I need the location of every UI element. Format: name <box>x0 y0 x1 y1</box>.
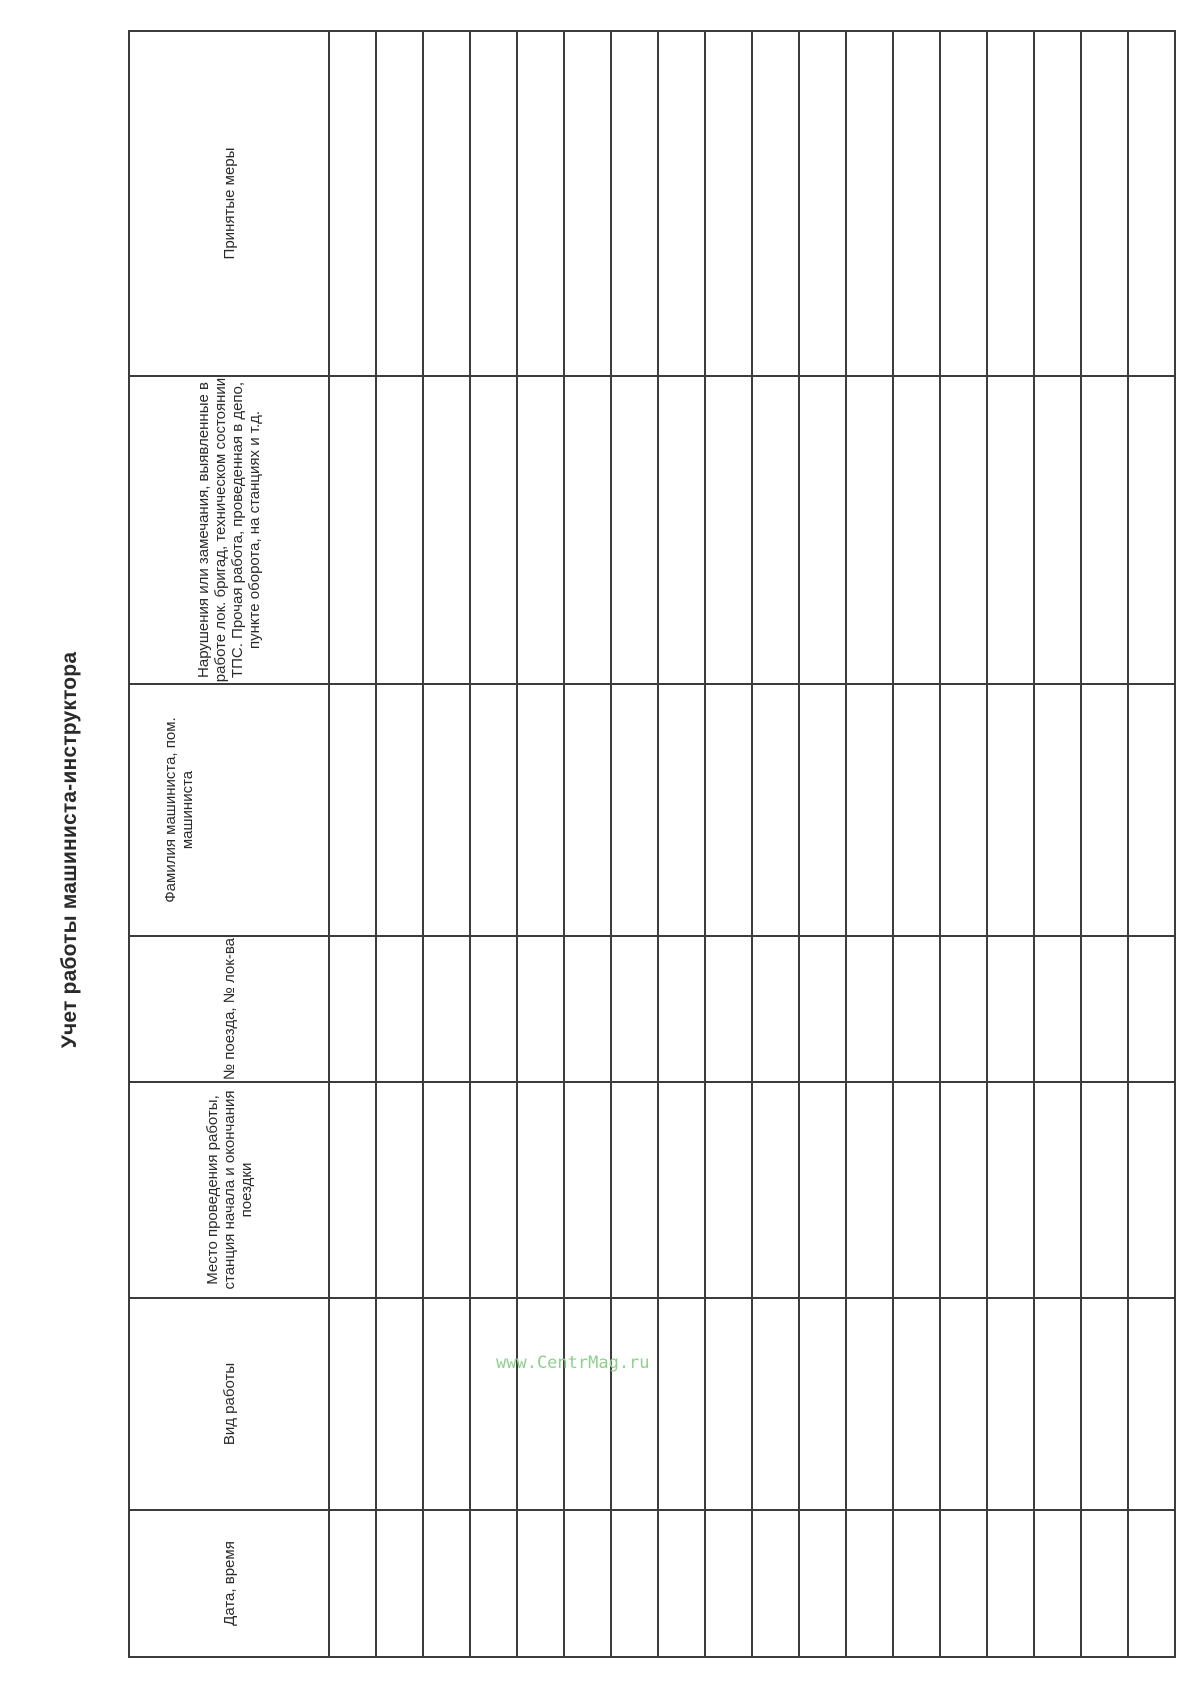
table-cell[interactable] <box>658 376 705 684</box>
table-row <box>940 31 987 1657</box>
table-cell[interactable] <box>752 376 799 684</box>
table-cell[interactable] <box>658 936 705 1082</box>
table-cell[interactable] <box>987 1298 1034 1510</box>
table-cell[interactable] <box>376 684 423 936</box>
table-cell[interactable] <box>1034 1510 1081 1657</box>
table-cell[interactable] <box>705 376 752 684</box>
table-cell[interactable] <box>846 31 893 376</box>
table-cell[interactable] <box>423 684 470 936</box>
table-cell[interactable] <box>611 31 658 376</box>
table-row <box>705 31 752 1657</box>
column-header-train-number: № поезда, № лок-ва <box>129 936 329 1082</box>
table-cell[interactable] <box>1034 1082 1081 1298</box>
table-cell[interactable] <box>846 1298 893 1510</box>
column-header-measures: Принятые меры <box>129 31 329 376</box>
table-row <box>893 31 940 1657</box>
column-header-work-type: Вид работы <box>129 1298 329 1510</box>
table-cell[interactable] <box>752 1298 799 1510</box>
table-cell[interactable] <box>705 1298 752 1510</box>
table-cell[interactable] <box>1081 1298 1128 1510</box>
table-cell[interactable] <box>329 936 376 1082</box>
table-row <box>517 31 564 1657</box>
table-cell[interactable] <box>564 1082 611 1298</box>
table-cell[interactable] <box>705 684 752 936</box>
table-cell[interactable] <box>846 1082 893 1298</box>
table-cell[interactable] <box>940 684 987 936</box>
table-cell[interactable] <box>470 376 517 684</box>
table-cell[interactable] <box>376 376 423 684</box>
table-cell[interactable] <box>423 1298 470 1510</box>
column-header-date-time: Дата, время <box>129 1510 329 1657</box>
table-cell[interactable] <box>611 1510 658 1657</box>
table-cell[interactable] <box>987 1082 1034 1298</box>
watermark: www.CentrMag.ru <box>496 1353 650 1373</box>
table-cell[interactable] <box>470 1510 517 1657</box>
table-cell[interactable] <box>1128 936 1175 1082</box>
table-cell[interactable] <box>987 376 1034 684</box>
table-cell[interactable] <box>329 684 376 936</box>
table-cell[interactable] <box>893 1298 940 1510</box>
table-cell[interactable] <box>517 31 564 376</box>
table-cell[interactable] <box>611 936 658 1082</box>
table-cell[interactable] <box>799 936 846 1082</box>
table-cell[interactable] <box>658 684 705 936</box>
table-row <box>658 31 705 1657</box>
table-cell[interactable] <box>470 1298 517 1510</box>
table-cell[interactable] <box>752 936 799 1082</box>
table-cell[interactable] <box>1128 376 1175 684</box>
table-cell[interactable] <box>517 684 564 936</box>
table-cell[interactable] <box>1081 936 1128 1082</box>
table-row <box>423 31 470 1657</box>
table-cell[interactable] <box>1128 684 1175 936</box>
table-cell[interactable] <box>376 1510 423 1657</box>
table-row <box>564 31 611 1657</box>
column-header-driver-name: Фамилия машиниста, пом. машиниста <box>129 684 329 936</box>
table-cell[interactable] <box>987 31 1034 376</box>
table-cell[interactable] <box>658 1510 705 1657</box>
column-header-violations: Нарушения или замечания, выявленные в работе лок. бригад, техническом состоянии ТПС. Прочая работа, проведенная в депо, пункте оборота, на станциях и т.д. <box>129 376 329 684</box>
table-cell[interactable] <box>329 1298 376 1510</box>
table-row <box>1034 31 1081 1657</box>
table-cell[interactable] <box>1034 936 1081 1082</box>
table-cell[interactable] <box>752 1510 799 1657</box>
table-row <box>846 31 893 1657</box>
table-cell[interactable] <box>940 376 987 684</box>
table-cell[interactable] <box>1034 376 1081 684</box>
table-cell[interactable] <box>893 936 940 1082</box>
table-cell[interactable] <box>799 684 846 936</box>
table-cell[interactable] <box>705 31 752 376</box>
log-table <box>128 30 1176 1658</box>
table-cell[interactable] <box>564 684 611 936</box>
table-cell[interactable] <box>1034 684 1081 936</box>
header-row <box>129 31 329 1657</box>
table-cell[interactable] <box>705 1510 752 1657</box>
table-cell[interactable] <box>752 31 799 376</box>
table-cell[interactable] <box>658 1298 705 1510</box>
table-cell[interactable] <box>893 31 940 376</box>
table-cell[interactable] <box>893 1082 940 1298</box>
column-header-place: Место проведения работы, станция начала и окончания поездки <box>129 1082 329 1298</box>
table-cell[interactable] <box>1034 31 1081 376</box>
table-cell[interactable] <box>517 936 564 1082</box>
table-cell[interactable] <box>987 1510 1034 1657</box>
table-cell[interactable] <box>940 1082 987 1298</box>
table-cell[interactable] <box>517 376 564 684</box>
table-cell[interactable] <box>940 1298 987 1510</box>
table-cell[interactable] <box>940 31 987 376</box>
table-cell[interactable] <box>329 1082 376 1298</box>
table-row <box>329 31 376 1657</box>
table-cell[interactable] <box>564 31 611 376</box>
table-cell[interactable] <box>611 1082 658 1298</box>
table-cell[interactable] <box>799 1298 846 1510</box>
table-cell[interactable] <box>376 1298 423 1510</box>
table-cell[interactable] <box>987 684 1034 936</box>
table-cell[interactable] <box>470 31 517 376</box>
table-row <box>752 31 799 1657</box>
table-cell[interactable] <box>376 936 423 1082</box>
document-title: Учет работы машиниста-инструктора <box>58 651 81 1049</box>
table-cell[interactable] <box>752 1082 799 1298</box>
table-cell[interactable] <box>752 684 799 936</box>
table-cell[interactable] <box>705 936 752 1082</box>
table-cell[interactable] <box>940 1510 987 1657</box>
table-cell[interactable] <box>423 1510 470 1657</box>
table-cell[interactable] <box>423 1082 470 1298</box>
table-cell[interactable] <box>1034 1298 1081 1510</box>
table-cell[interactable] <box>376 1082 423 1298</box>
table-cell[interactable] <box>564 936 611 1082</box>
table-cell[interactable] <box>329 31 376 376</box>
table-cell[interactable] <box>658 1082 705 1298</box>
table-cell[interactable] <box>1128 31 1175 376</box>
table-cell[interactable] <box>1081 1510 1128 1657</box>
table-cell[interactable] <box>1081 1082 1128 1298</box>
table-cell[interactable] <box>611 684 658 936</box>
table-cell[interactable] <box>1081 684 1128 936</box>
table-cell[interactable] <box>611 1298 658 1510</box>
table-cell[interactable] <box>799 1510 846 1657</box>
table-body <box>329 31 1175 1657</box>
table-cell[interactable] <box>470 684 517 936</box>
table-cell[interactable] <box>846 1510 893 1657</box>
table-cell[interactable] <box>517 1082 564 1298</box>
table-cell[interactable] <box>329 376 376 684</box>
table-cell[interactable] <box>423 936 470 1082</box>
table-cell[interactable] <box>846 936 893 1082</box>
table-row <box>611 31 658 1657</box>
table-row <box>376 31 423 1657</box>
table-cell[interactable] <box>846 684 893 936</box>
table-cell[interactable] <box>329 1510 376 1657</box>
table-cell[interactable] <box>940 936 987 1082</box>
table-row <box>1128 31 1175 1657</box>
table-cell[interactable] <box>376 31 423 376</box>
table-cell[interactable] <box>470 936 517 1082</box>
table-cell[interactable] <box>1081 31 1128 376</box>
table-cell[interactable] <box>423 376 470 684</box>
table-cell[interactable] <box>517 1298 564 1510</box>
table-cell[interactable] <box>517 1510 564 1657</box>
table-cell[interactable] <box>564 376 611 684</box>
table-cell[interactable] <box>611 376 658 684</box>
table-cell[interactable] <box>470 1082 517 1298</box>
table-cell[interactable] <box>705 1082 752 1298</box>
table-row <box>470 31 517 1657</box>
table-row <box>987 31 1034 1657</box>
table-cell[interactable] <box>893 1510 940 1657</box>
table-cell[interactable] <box>799 1082 846 1298</box>
table-cell[interactable] <box>1128 1298 1175 1510</box>
table-cell[interactable] <box>423 31 470 376</box>
table-cell[interactable] <box>987 936 1034 1082</box>
table-row <box>1081 31 1128 1657</box>
table-cell[interactable] <box>893 376 940 684</box>
table-cell[interactable] <box>564 1510 611 1657</box>
table-cell[interactable] <box>658 31 705 376</box>
table-row <box>799 31 846 1657</box>
table-cell[interactable] <box>799 376 846 684</box>
table-cell[interactable] <box>1128 1082 1175 1298</box>
table-cell[interactable] <box>799 31 846 376</box>
table-cell[interactable] <box>893 684 940 936</box>
table-cell[interactable] <box>1128 1510 1175 1657</box>
table-cell[interactable] <box>846 376 893 684</box>
table-cell[interactable] <box>1081 376 1128 684</box>
table-cell[interactable] <box>564 1298 611 1510</box>
